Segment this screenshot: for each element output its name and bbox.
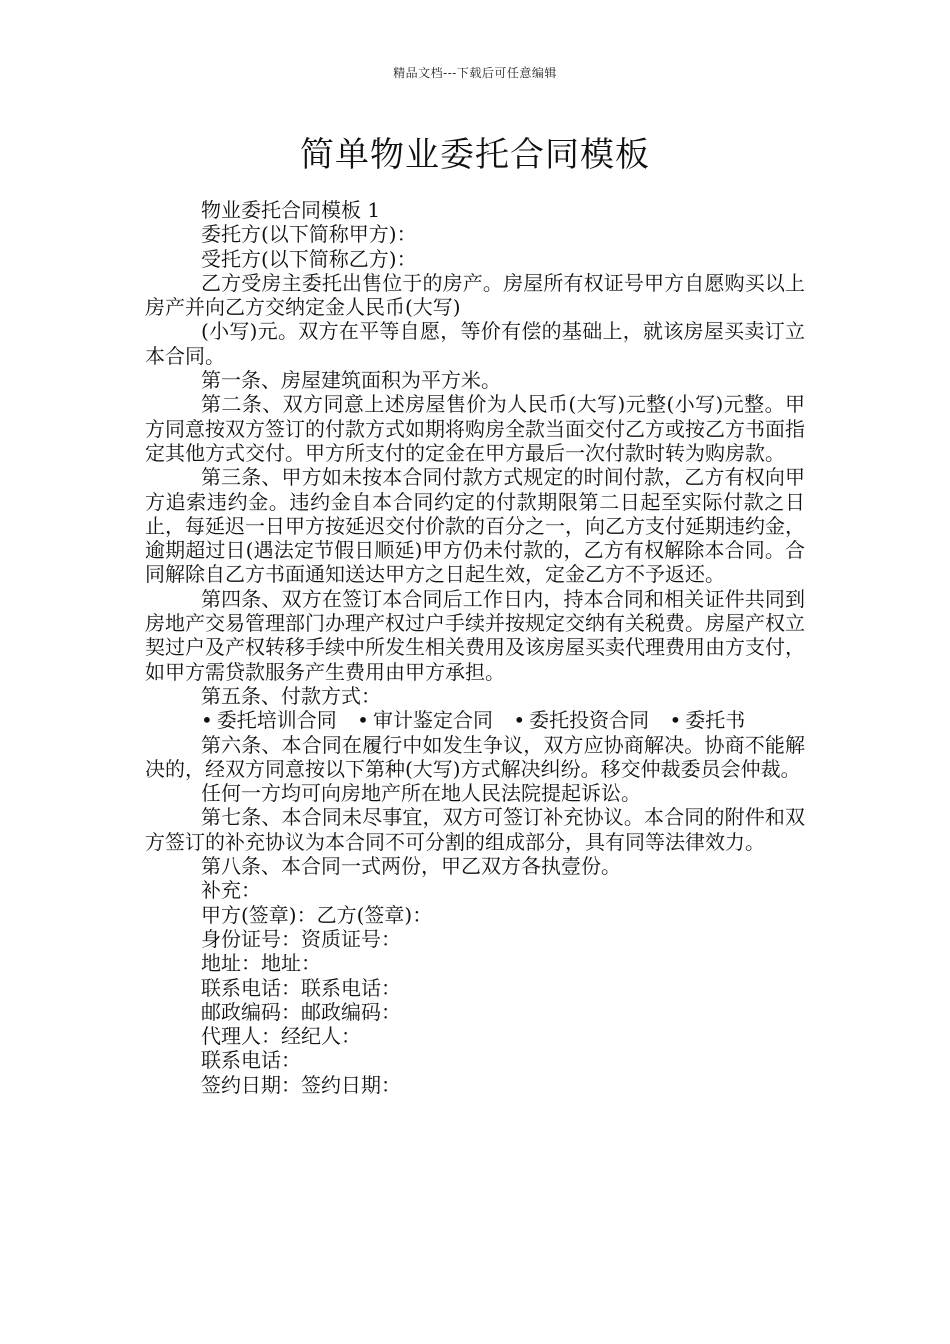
document-body [145, 198, 805, 1097]
id-number-line: 身份证号：资质证号： [201, 926, 401, 951]
paragraph-litigation: 任何一方均可向房地产所在地人民法院提起诉讼。 [201, 781, 641, 806]
related-link-investment-contract[interactable] [513, 708, 649, 732]
related-link-audit-contract[interactable] [357, 708, 493, 732]
document-title: 简单物业委托合同模板 [300, 135, 650, 175]
related-link-label: 委托投资合同 [529, 708, 650, 733]
signing-date-line: 签约日期：签约日期： [201, 1072, 401, 1097]
paragraph-article-7: 第七条、本合同未尽事宜，双方可签订补充协议。本合同的附件和双方签订的补充协议为本合同不可分割的组成部分，具有同等法律效力。 [145, 805, 805, 854]
paragraph-template-heading: 物业委托合同模板 1 [201, 198, 381, 222]
related-link-power-of-attorney[interactable] [669, 708, 745, 732]
paragraph-supplement: 补充： [201, 878, 261, 903]
header-note: 精品文档---下载后可任意编辑 [393, 66, 557, 80]
paragraph-party-b: 受托方(以下简称乙方)： [201, 246, 417, 271]
phone-line: 联系电话：联系电话： [201, 975, 401, 1000]
paragraph-article-4: 第四条、双方在签订本合同后工作日内，持本合同和相关证件共同到房地产交易管理部门办理产权过户手续并按规定交纳有关税费。房屋产权立契过户及产权转移手续中所发生相关费用及该房屋买卖代理费用由方支付，如甲方需贷款服务产生费用由甲方承担。 [145, 586, 805, 684]
paragraph-article-1: 第一条、房屋建筑面积为平方米。 [201, 368, 501, 393]
agent-phone-line: 联系电话： [201, 1048, 301, 1073]
paragraph-party-a: 委托方(以下简称甲方)： [201, 222, 417, 247]
bullet-icon: • [357, 708, 369, 733]
paragraph-intro-continued: (小写)元。双方在平等自愿，等价有偿的基础上，就该房屋买卖订立本合同。 [145, 319, 805, 368]
agent-line: 代理人：经纪人： [201, 1024, 361, 1049]
related-link-label: 委托培训合同 [216, 708, 337, 733]
bullet-icon: • [201, 708, 213, 733]
postal-code-line: 邮政编码：邮政编码： [201, 999, 401, 1024]
address-line: 地址：地址： [201, 951, 321, 976]
related-links-list [145, 708, 805, 732]
related-link-training-contract[interactable] [201, 708, 337, 732]
related-link-label: 委托书 [685, 708, 746, 733]
bullet-icon: • [513, 708, 526, 733]
paragraph-article-2: 第二条、双方同意上述房屋售价为人民币(大写)元整(小写)元整。甲方同意按双方签订的付款方式如期将购房全款当面交付乙方或按乙方书面指定其他方式交付。甲方所支付的定金在甲方最后一次付款时转为购房款。 [145, 392, 805, 465]
paragraph-article-3: 第三条、甲方如未按本合同付款方式规定的时间付款，乙方有权向甲方追索违约金。违约金自本合同约定的付款期限第二日起至实际付款之日止，每延迟一日甲方按延迟交付价款的百分之一，向乙方支付延期违约金，逾期超过日(遇法定节假日顺延)甲方仍未付款的，乙方有权解除本合同。合同解除自乙方书面通知送达甲方之日起生效，定金乙方不予返还。 [145, 465, 805, 587]
bullet-icon: • [669, 708, 682, 733]
signature-line: 甲方(签章)：乙方(签章)： [201, 902, 433, 927]
paragraph-article-8: 第八条、本合同一式两份，甲乙双方各执壹份。 [201, 854, 621, 879]
paragraph-intro: 乙方受房主委托出售位于的房产。房屋所有权证号甲方自愿购买以上房产并向乙方交纳定金人民币(大写) [145, 270, 805, 320]
paragraph-article-5: 第五条、付款方式： [201, 683, 381, 708]
related-link-label: 审计鉴定合同 [372, 708, 493, 733]
paragraph-article-6: 第六条、本合同在履行中如发生争议，双方应协商解决。协商不能解决的，经双方同意按以下第种(大写)方式解决纠纷。移交仲裁委员会仲裁。 [145, 732, 805, 781]
